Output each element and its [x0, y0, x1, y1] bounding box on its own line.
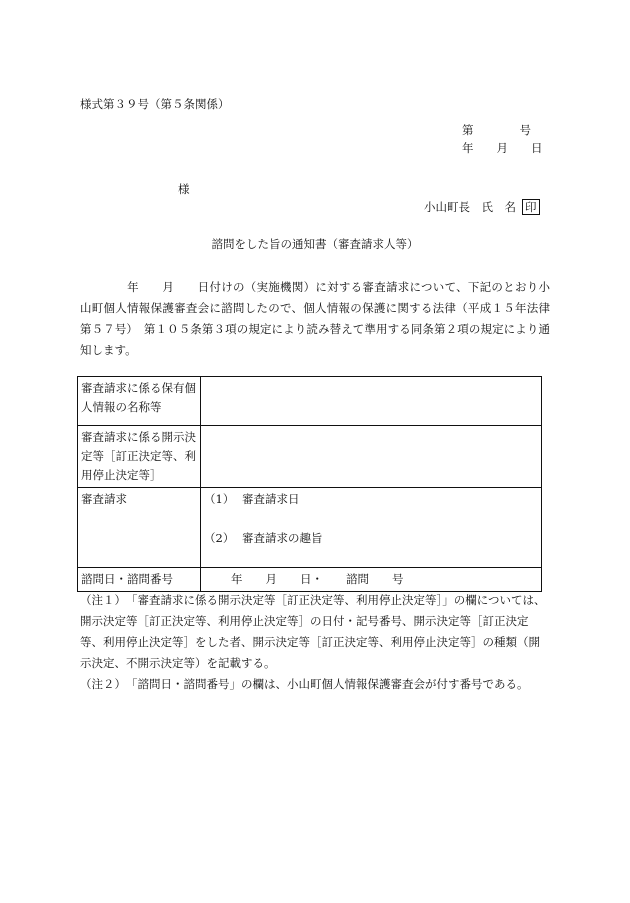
request-item-1-text: 審査請求日 [242, 492, 300, 506]
row-label-record-name: 審査請求に係る保有個人情報の名称等 [78, 377, 201, 426]
table-row [78, 426, 542, 488]
table-row [78, 568, 542, 592]
document-number-line: 第 号 [462, 123, 531, 137]
request-item-2-number: （2） [204, 531, 235, 545]
seal-mark: 印 [522, 199, 540, 215]
table-row [78, 488, 542, 568]
info-table [77, 376, 542, 592]
row-label-consult-date: 諮問日・諮問番号 [78, 568, 201, 592]
notes [80, 590, 550, 695]
row-label-request: 審査請求 [78, 488, 201, 568]
row-value-request [201, 488, 542, 568]
request-item-2-text: 審査請求の趣旨 [242, 531, 323, 545]
note-1: （注１） 「審査請求に係る開示決定等［訂正決定等、利用停止決定等］」の欄については、開示決定等［訂正決定等、利用停止決定等］の日付・記号番号、開示決定等［訂正決定等、利用停止決定等］をした者、開示決定等［訂正決定等、利用停止決定等］の種類（開示決定、不開示決定等）を記載する。 [80, 593, 546, 670]
request-item-2 [204, 529, 538, 548]
table-row [78, 377, 542, 426]
body-paragraph: 年 月 日付けの（実施機関）に対する審査請求について、下記のとおり小山町個人情報保護審査会に諮問したので、個人情報の保護に関する法律（平成１５年法律第５７号） 第１０５条第３項の規定により読み替えて準用する同条第２項の規定により通知します。 [80, 280, 550, 357]
sender-line [424, 199, 540, 215]
request-item-1-number: （1） [204, 492, 235, 506]
row-value-disclosure-decision [201, 426, 542, 488]
row-value-record-name [201, 377, 542, 426]
row-value-consult-date: 年 月 日・ 諮問 号 [201, 568, 542, 592]
row-label-disclosure-decision: 審査請求に係る開示決定等［訂正決定等、利用停止決定等］ [78, 426, 201, 488]
note-2: （注２） 「諮問日・諮問番号」の欄は、小山町個人情報保護審査会が付す番号である。 [80, 677, 529, 691]
form-number: 様式第３９号（第５条関係） [80, 97, 230, 111]
document-title: 諮問をした旨の通知書（審査請求人等） [211, 237, 419, 251]
document-date-line: 年 月 日 [462, 141, 543, 155]
sender-name: 小山町長 氏 名 [424, 200, 516, 214]
request-item-1 [204, 490, 538, 509]
addressee: 様 [178, 182, 190, 196]
